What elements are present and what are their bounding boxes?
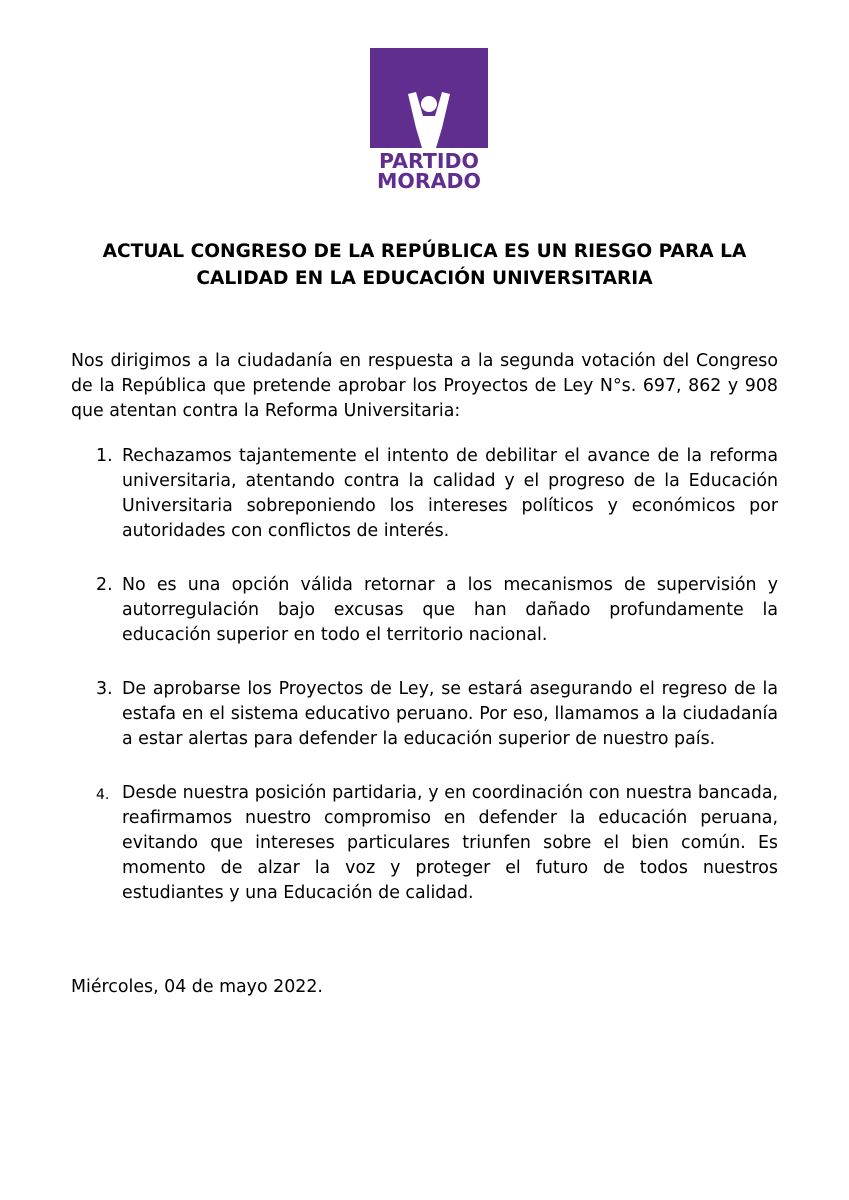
list-item-number: 3. [96, 679, 113, 699]
logo-line-2: MORADO [377, 169, 481, 193]
list-item-text: Rechazamos tajantemente el intento de debilitar el avance de la reforma universitaria, atentando contra la calidad y el progreso de la Educación Universitaria sobreponiendo los intereses políticos y económicos por autoridades con conflictos de interés. [122, 446, 778, 541]
document-title: ACTUAL CONGRESO DE LA REPÚBLICA ES UN RIESGO PARA LA CALIDAD EN LA EDUCACIÓN UNIVERSITARIA [102, 241, 747, 289]
partido-morado-logo [370, 48, 488, 192]
intro-paragraph: Nos dirigimos a la ciudadanía en respuesta a la segunda votación del Congreso de la República que pretende aprobar los Proyectos de Ley N°s. 697, 862 y 908 que atentan contra la Reforma Universitaria: [71, 351, 778, 421]
list-item-text: Desde nuestra posición partidaria, y en coordinación con nuestra bancada, reafirmamos nuestro compromiso en defender la educación peruana, evitando que intereses particulares triunfen sobre el bien común. Es momento de alzar la voz y proteger el futuro de todos nuestros estudiantes y una Educación de calidad. [122, 783, 778, 903]
list-item-number: 2. [96, 575, 113, 595]
document-date: Miércoles, 04 de mayo 2022. [71, 977, 323, 997]
logo-line-1: PARTIDO [379, 149, 479, 173]
list-item-number: 1. [96, 446, 113, 466]
list-item-text: No es una opción válida retornar a los mecanismos de supervisión y autorregulación bajo excusas que han dañado profundamente la educación superior en todo el territorio nacional. [122, 575, 778, 645]
list-item-text: De aprobarse los Proyectos de Ley, se estará asegurando el regreso de la estafa en el sistema educativo peruano. Por eso, llamamos a la ciudadanía a estar alertas para defender la educación superior de nuestro país. [122, 679, 778, 749]
logo-m-emblem-icon [370, 48, 488, 148]
list-item-number: 4. [96, 787, 110, 803]
